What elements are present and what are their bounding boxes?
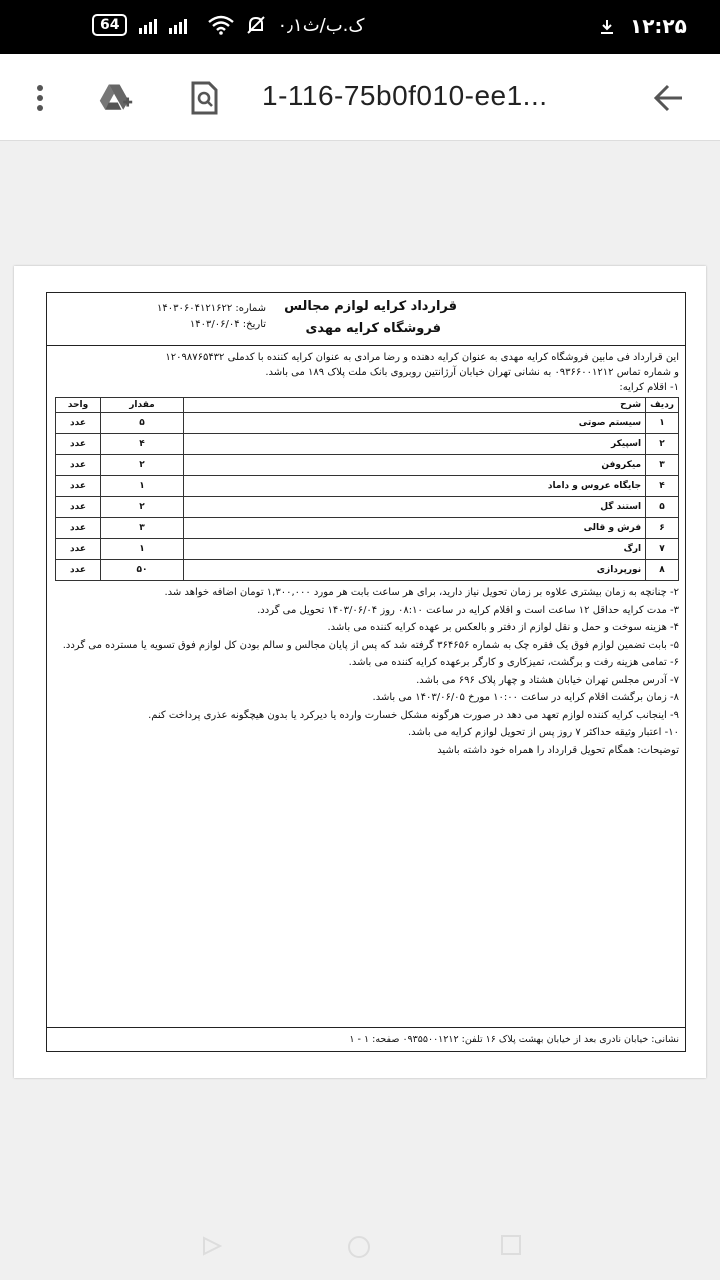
cell-row: ۷	[646, 539, 679, 560]
term-item: ۴- هزینه سوخت و حمل و نقل لوازم از دفتر و بالعکس بر عهده کرایه کننده می باشد.	[327, 622, 679, 633]
contract-title: قرارداد کرایه لوازم مجالس	[284, 299, 457, 314]
table-row	[56, 560, 679, 581]
pdf-page[interactable]	[14, 266, 706, 1078]
add-to-drive-icon[interactable]	[98, 80, 134, 116]
cell-desc: جایگاه عروس و داماد	[184, 476, 646, 497]
cell-desc: فرش و قالی	[184, 518, 646, 539]
cell-unit: عدد	[56, 434, 101, 455]
table-header-row	[56, 398, 679, 413]
table-row	[56, 497, 679, 518]
cell-row: ۸	[646, 560, 679, 581]
shop-name: فروشگاه کرایه مهدی	[305, 321, 441, 336]
term-item: ۹- اینجانب کرایه کننده لوازم تعهد می دهد در صورت هرگونه مشکل خسارت وارده یا دیرکرد یا بدون هیچگونه عذری پرداخت کنم.	[148, 709, 679, 721]
navigation-bar	[0, 1212, 720, 1280]
contract-number: شماره: ۱۴۰۳۰۶۰۴۱۲۱۶۲۲	[157, 303, 267, 314]
contract-footer: نشانی: خیابان نادری بعد از خیابان بهشت پلاک ۱۶ تلفن: ۰۹۳۵۵۰۰۱۲۱۲ صفحه: ۱ - ۱	[47, 1027, 685, 1051]
cell-unit: عدد	[56, 560, 101, 581]
intro-line-2: و شماره تماس ۰۹۳۶۶۰۰۱۲۱۲ به نشانی تهران خیابان آرژانتین روبروی بانک ملت پلاک ۱۸۹ می باشد.	[265, 367, 679, 378]
term-notes: توضیحات: همگام تحویل قرارداد را همراه خود داشته باشید	[437, 744, 679, 756]
cell-row: ۳	[646, 455, 679, 476]
term-item: ۳- مدت کرایه حداقل ۱۲ ساعت است و اقلام کرایه در ساعت ۰۸:۱۰ روز ۱۴۰۳/۰۶/۰۴ تحویل می گردد.	[257, 604, 679, 616]
cell-desc: اسپیکر	[184, 434, 646, 455]
table-row	[56, 434, 679, 455]
cell-qty: ۲	[101, 455, 184, 476]
contract-header	[47, 293, 685, 346]
nav-back-icon[interactable]	[200, 1234, 224, 1258]
cell-unit: عدد	[56, 518, 101, 539]
back-arrow-icon[interactable]	[650, 80, 686, 116]
cell-unit: عدد	[56, 539, 101, 560]
cell-desc: نورپردازی	[184, 560, 646, 581]
term-item: ۷- آدرس مجلس تهران خیابان هشتاد و چهار پلاک ۶۹۶ می باشد.	[416, 674, 679, 686]
table-row	[56, 413, 679, 434]
document-title: 1-116-75b0f010-ee1...	[262, 80, 548, 111]
cell-qty: ۵۰	[101, 560, 184, 581]
cell-unit: عدد	[56, 497, 101, 518]
cell-qty: ۳	[101, 518, 184, 539]
cell-desc: ارگ	[184, 539, 646, 560]
table-row	[56, 539, 679, 560]
term-item: ۶- تمامی هزینه رفت و برگشت، تمیزکاری و کارگر برعهده کرایه کننده می باشد.	[348, 657, 679, 668]
clock: ۱۲:۲۵	[630, 14, 687, 38]
term-item: ۱۰- اعتبار وثیقه حداکثر ۷ روز پس از تحویل لوازم کرایه می باشد.	[407, 727, 679, 738]
header-unit: واحد	[56, 398, 101, 413]
contract-terms	[47, 581, 685, 759]
cell-row: ۶	[646, 518, 679, 539]
header-description: شرح	[184, 398, 646, 413]
cell-qty: ۱	[101, 476, 184, 497]
cell-unit: عدد	[56, 413, 101, 434]
term-item: ۲- چنانچه به زمان بیشتری علاوه بر زمان تحویل نیاز دارید، برای هر ساعت بابت هر مورد ۱,۳۰۰,۰۰۰ تومان اضافه خواهد شد.	[164, 587, 679, 598]
contract-frame	[46, 292, 686, 1052]
cell-qty: ۲	[101, 497, 184, 518]
items-heading: ۱- اقلام کرایه:	[619, 382, 679, 393]
cell-desc: میکروفن	[184, 455, 646, 476]
cell-desc: استند گل	[184, 497, 646, 518]
header-quantity: مقدار	[101, 398, 184, 413]
table-row	[56, 455, 679, 476]
term-item: ۸- زمان برگشت اقلام کرایه در ساعت ۱۰:۰۰ مورخ ۱۴۰۳/۰۶/۰۵ می باشد.	[372, 692, 679, 703]
intro-line-1: این قرارداد فی مابین فروشگاه کرایه مهدی به عنوان کرایه دهنده و رضا مرادی به عنوان کرایه کننده با کدملی ۱۲۰۹۸۷۶۵۴۳۲	[165, 352, 679, 363]
items-table	[55, 397, 679, 581]
contract-meta	[157, 301, 266, 333]
more-vert-icon[interactable]	[22, 80, 58, 116]
cell-qty: ۱	[101, 539, 184, 560]
nav-recents-icon[interactable]	[500, 1234, 522, 1256]
app-bar	[0, 54, 720, 141]
cell-row: ۵	[646, 497, 679, 518]
wifi-icon	[207, 15, 235, 35]
cell-row: ۴	[646, 476, 679, 497]
cell-desc: سیستم صوتی	[184, 413, 646, 434]
cell-unit: عدد	[56, 455, 101, 476]
table-row	[56, 518, 679, 539]
contract-intro	[47, 346, 685, 395]
cell-qty: ۵	[101, 413, 184, 434]
find-in-page-icon[interactable]	[186, 80, 222, 116]
signal-icon	[137, 16, 197, 34]
contract-date: تاریخ: ۱۴۰۳/۰۶/۰۴	[189, 319, 267, 330]
header-row-number: ردیف	[646, 398, 679, 413]
table-row	[56, 476, 679, 497]
status-bar	[0, 0, 720, 54]
download-icon	[598, 18, 616, 36]
cell-row: ۲	[646, 434, 679, 455]
nav-home-icon[interactable]	[346, 1234, 372, 1260]
term-item: ۵- بابت تضمین لوازم فوق یک فقره چک به شماره ۳۶۴۶۵۶ گرفته شد که پس از پایان مجالس و سالم بودن کل لوازم فوق تسویه یا مسترده می گردد.	[62, 639, 679, 651]
carrier-text: ۰٫۱ک.ب/ث	[277, 14, 365, 36]
muted-bell-icon	[245, 14, 267, 36]
cell-row: ۱	[646, 413, 679, 434]
cell-qty: ۴	[101, 434, 184, 455]
battery-indicator: 64	[92, 14, 127, 36]
status-left	[92, 14, 364, 36]
cell-unit: عدد	[56, 476, 101, 497]
